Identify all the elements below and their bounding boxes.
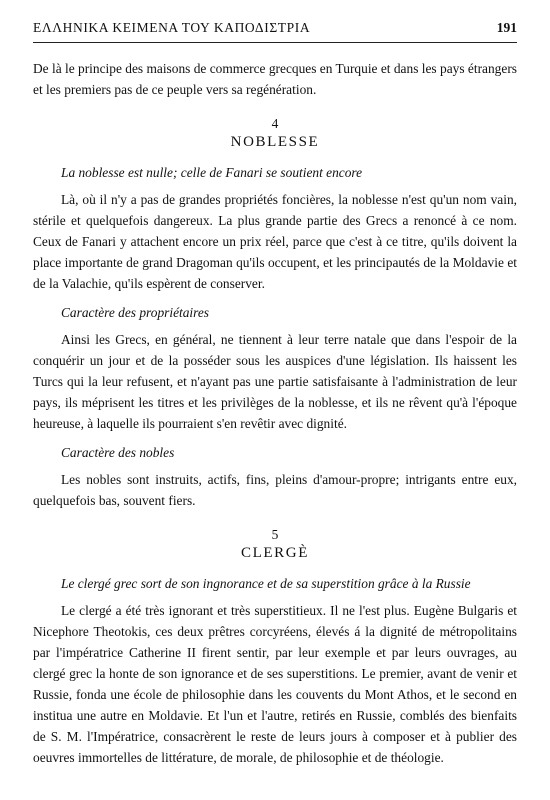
- intro-paragraph: De là le principe des maisons de commerce grecques en Turquie et dans les pays étrangers et les premiers pas de ce peuple vers sa regénération.: [33, 61, 517, 97]
- page-number: 191: [496, 20, 517, 35]
- paragraph: Les nobles sont instruits, actifs, fins, pleins d'amour-propre; intrigants entre eux, quelquefois bas, souvent fiers.: [33, 472, 517, 508]
- section-title-noblesse: NOBLESSE: [230, 134, 320, 150]
- section-number-4: 4: [271, 116, 279, 131]
- subheading: La noblesse est nulle; celle de Fanari se soutient encore: [61, 165, 363, 180]
- section-number-5: 5: [271, 527, 279, 542]
- paragraph: Là, où il n'y a pas de grandes propriétés foncières, la noblesse n'est qu'un nom vain, stérile et quelquefois dangereux. La plus grande partie des Grecs a renoncé à ce nom. Ceux de Fanari y attachent encore un prix réel, parce que c'est à ce titre, qu'ils doivent la place importante de grand Dragoman qu'ils occupent, et les principautés de la Moldavie et de la Valachie, qu'ils espèrent de conserver.: [33, 192, 517, 291]
- paragraph: Ainsi les Grecs, en général, ne tiennent à leur terre natale que dans l'espoir de la conquérir un jour et de la posséder sous les auspices d'une législation. Ils haissent les Turcs qui la leur refusent, et n'ayant pas une partie satisfaisante à l'administration de leur pays, ils méprisent les titres et les privilèges de la noblesse, et ils ne rêvent qu'à l'époque heureuse, à laquelle ils pourraient s'en revêtir avec dignité.: [33, 332, 517, 431]
- running-header: [33, 20, 517, 43]
- section-title-clerge: CLERGÈ: [241, 545, 309, 561]
- body-text: [33, 58, 517, 768]
- subheading: Caractère des nobles: [61, 445, 175, 460]
- subheading: Caractère des propriétaires: [61, 305, 210, 320]
- subheading: Le clergé grec sort de son ingnorance et de sa superstition grâce à la Russie: [61, 576, 471, 591]
- running-title: ΕΛΛΗΝΙΚΑ ΚΕΙΜΕΝΑ ΤΟΥ ΚΑΠΟΔΙΣΤΡΙΑ: [33, 20, 311, 35]
- paragraph: Le clergé a été très ignorant et très superstitieux. Il ne l'est plus. Eugène Bulgaris et Nicephore Theotokis, ces deux prêtres corcyréens, élevés á la dignité de métropolitains par l'impératrice Catherine II firent sentir, par leur exemple et par leurs ouvrages, au clergé grec la honte de son ignorance et de ses superstitions. Le premier, avant de venir et Russie, fonda une école de philosophie dans les couvents du Mont Athos, et le second en institua une autre en Moldavie. Et l'un et l'autre, retirés en Russie, comblés des bienfaits de S. M. l'Impératrice, consacrèrent le reste de leurs jours à composer et à publier des oeuvres immortelles de littérature, de morale, de philosophie et de théologie.: [33, 603, 517, 765]
